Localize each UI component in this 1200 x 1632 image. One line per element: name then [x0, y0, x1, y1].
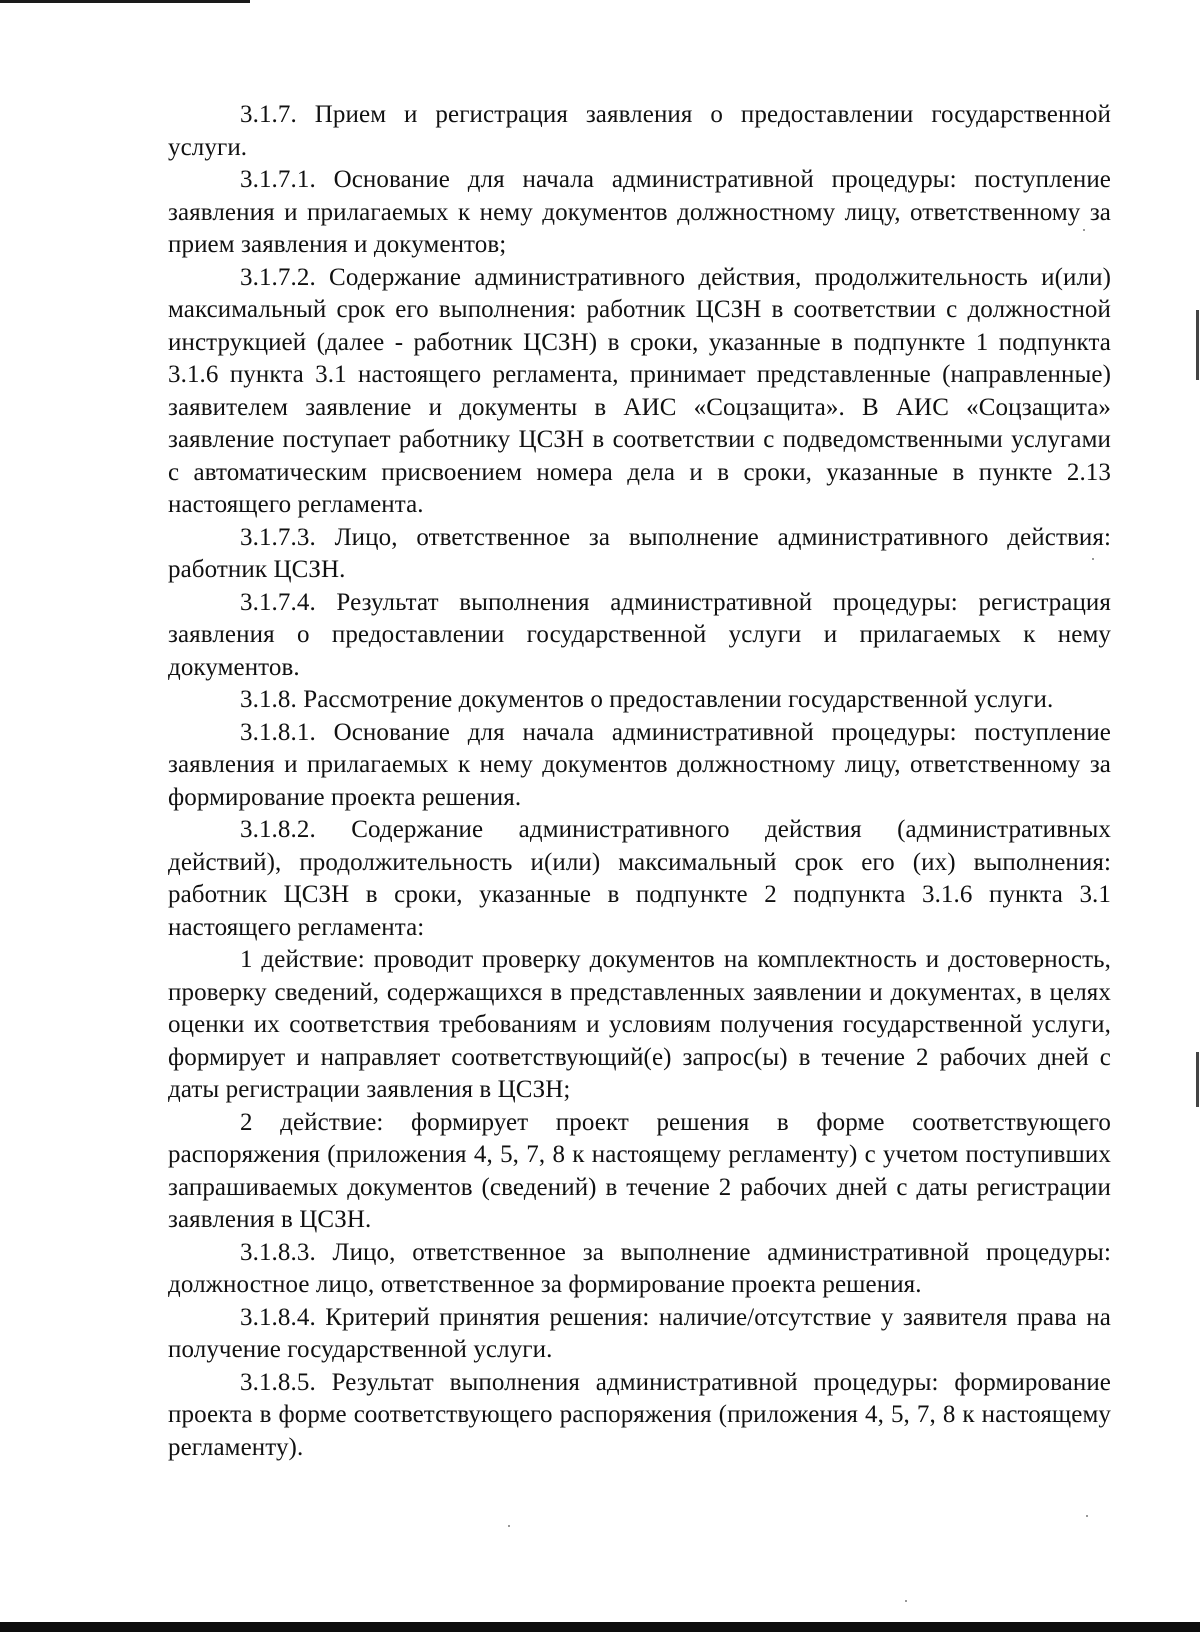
paragraph: 3.1.8.1. Основание для начала административной процедуры: поступление заявления и прилагаемых к нему документов должностному лицу, ответственному за формирование проекта решения. [168, 718, 1111, 811]
scan-speck [1092, 558, 1094, 560]
paragraph: 3.1.8.4. Критерий принятия решения: наличие/отсутствие у заявителя права на получение государственной услуги. [168, 1303, 1111, 1363]
paragraph: 3.1.7.3. Лицо, ответственное за выполнение административного действия: работник ЦСЗН. [168, 523, 1111, 583]
paragraph: 3.1.8.2. Содержание административного действия (административных действий), продолжительность и(или) максимальный срок его (их) выполнения: работник ЦСЗН в сроки, указанные в подпункте 2 подпункта 3.1.6 пункта 3.1 настоящего регламента: [168, 816, 1111, 941]
paragraph: 3.1.8.3. Лицо, ответственное за выполнение административной процедуры: должностное лицо, ответственное за формирование проекта решения. [168, 1238, 1111, 1298]
paragraph: 3.1.7.4. Результат выполнения административной процедуры: регистрация заявления о предоставлении государственной услуги и прилагаемых к нему документов. [168, 588, 1111, 681]
scan-speck [905, 1600, 907, 1602]
scan-speck [1083, 229, 1085, 231]
paragraph: 3.1.7.1. Основание для начала административной процедуры: поступление заявления и прилагаемых к нему документов должностному лицу, ответственному за прием заявления и документов; [168, 166, 1111, 258]
scan-edge-mark [1196, 310, 1199, 380]
scan-speck [1086, 1515, 1088, 1517]
scan-edge-bottom [0, 1622, 1200, 1632]
paragraph: 3.1.7.2. Содержание административного действия, продолжительность и(или) максимальный срок его выполнения: работник ЦСЗН в соответствии с должностной инструкцией (далее - работник ЦСЗН) в сроки, указанные в подпункте 1 подпункта 3.1.6 пункта 3.1 настоящего регламента, принимает представленные (направленные) заявителем заявление и документы в АИС «Соцзащита». В АИС «Соцзащита» заявление поступает работнику ЦСЗН в соответствии с подведомственными услугами с автоматическим присвоением номера дела и в сроки, указанные в пункте 2.13 настоящего регламента. [168, 263, 1111, 518]
scan-speck [508, 1525, 510, 1527]
scan-edge-mark [1196, 1052, 1199, 1107]
document-body [168, 99, 1111, 1464]
scan-edge-top [0, 0, 250, 3]
paragraph: 3.1.8.5. Результат выполнения административной процедуры: формирование проекта в форме соответствующего распоряжения (приложения 4, 5, 7, 8 к настоящему регламенту). [168, 1368, 1111, 1461]
paragraph: 3.1.7. Прием и регистрация заявления о предоставлении государственной услуги. [168, 101, 1111, 161]
paragraph: 2 действие: формирует проект решения в форме соответствующего распоряжения (приложения 4, 5, 7, 8 к настоящему регламенту) с учетом поступивших запрашиваемых документов (сведений) в течение 2 рабочих дней с даты регистрации заявления в ЦСЗН. [168, 1108, 1111, 1233]
paragraph: 3.1.8. Рассмотрение документов о предоставлении государственной услуги. [240, 686, 1054, 713]
paragraph: 1 действие: проводит проверку документов на комплектность и достоверность, проверку сведений, содержащихся в представленных заявлении и документах, в целях оценки их соответствия требованиям и условиям получения государственной услуги, формирует и направляет соответствующий(е) запрос(ы) в течение 2 рабочих дней с даты регистрации заявления в ЦСЗН; [168, 946, 1111, 1103]
